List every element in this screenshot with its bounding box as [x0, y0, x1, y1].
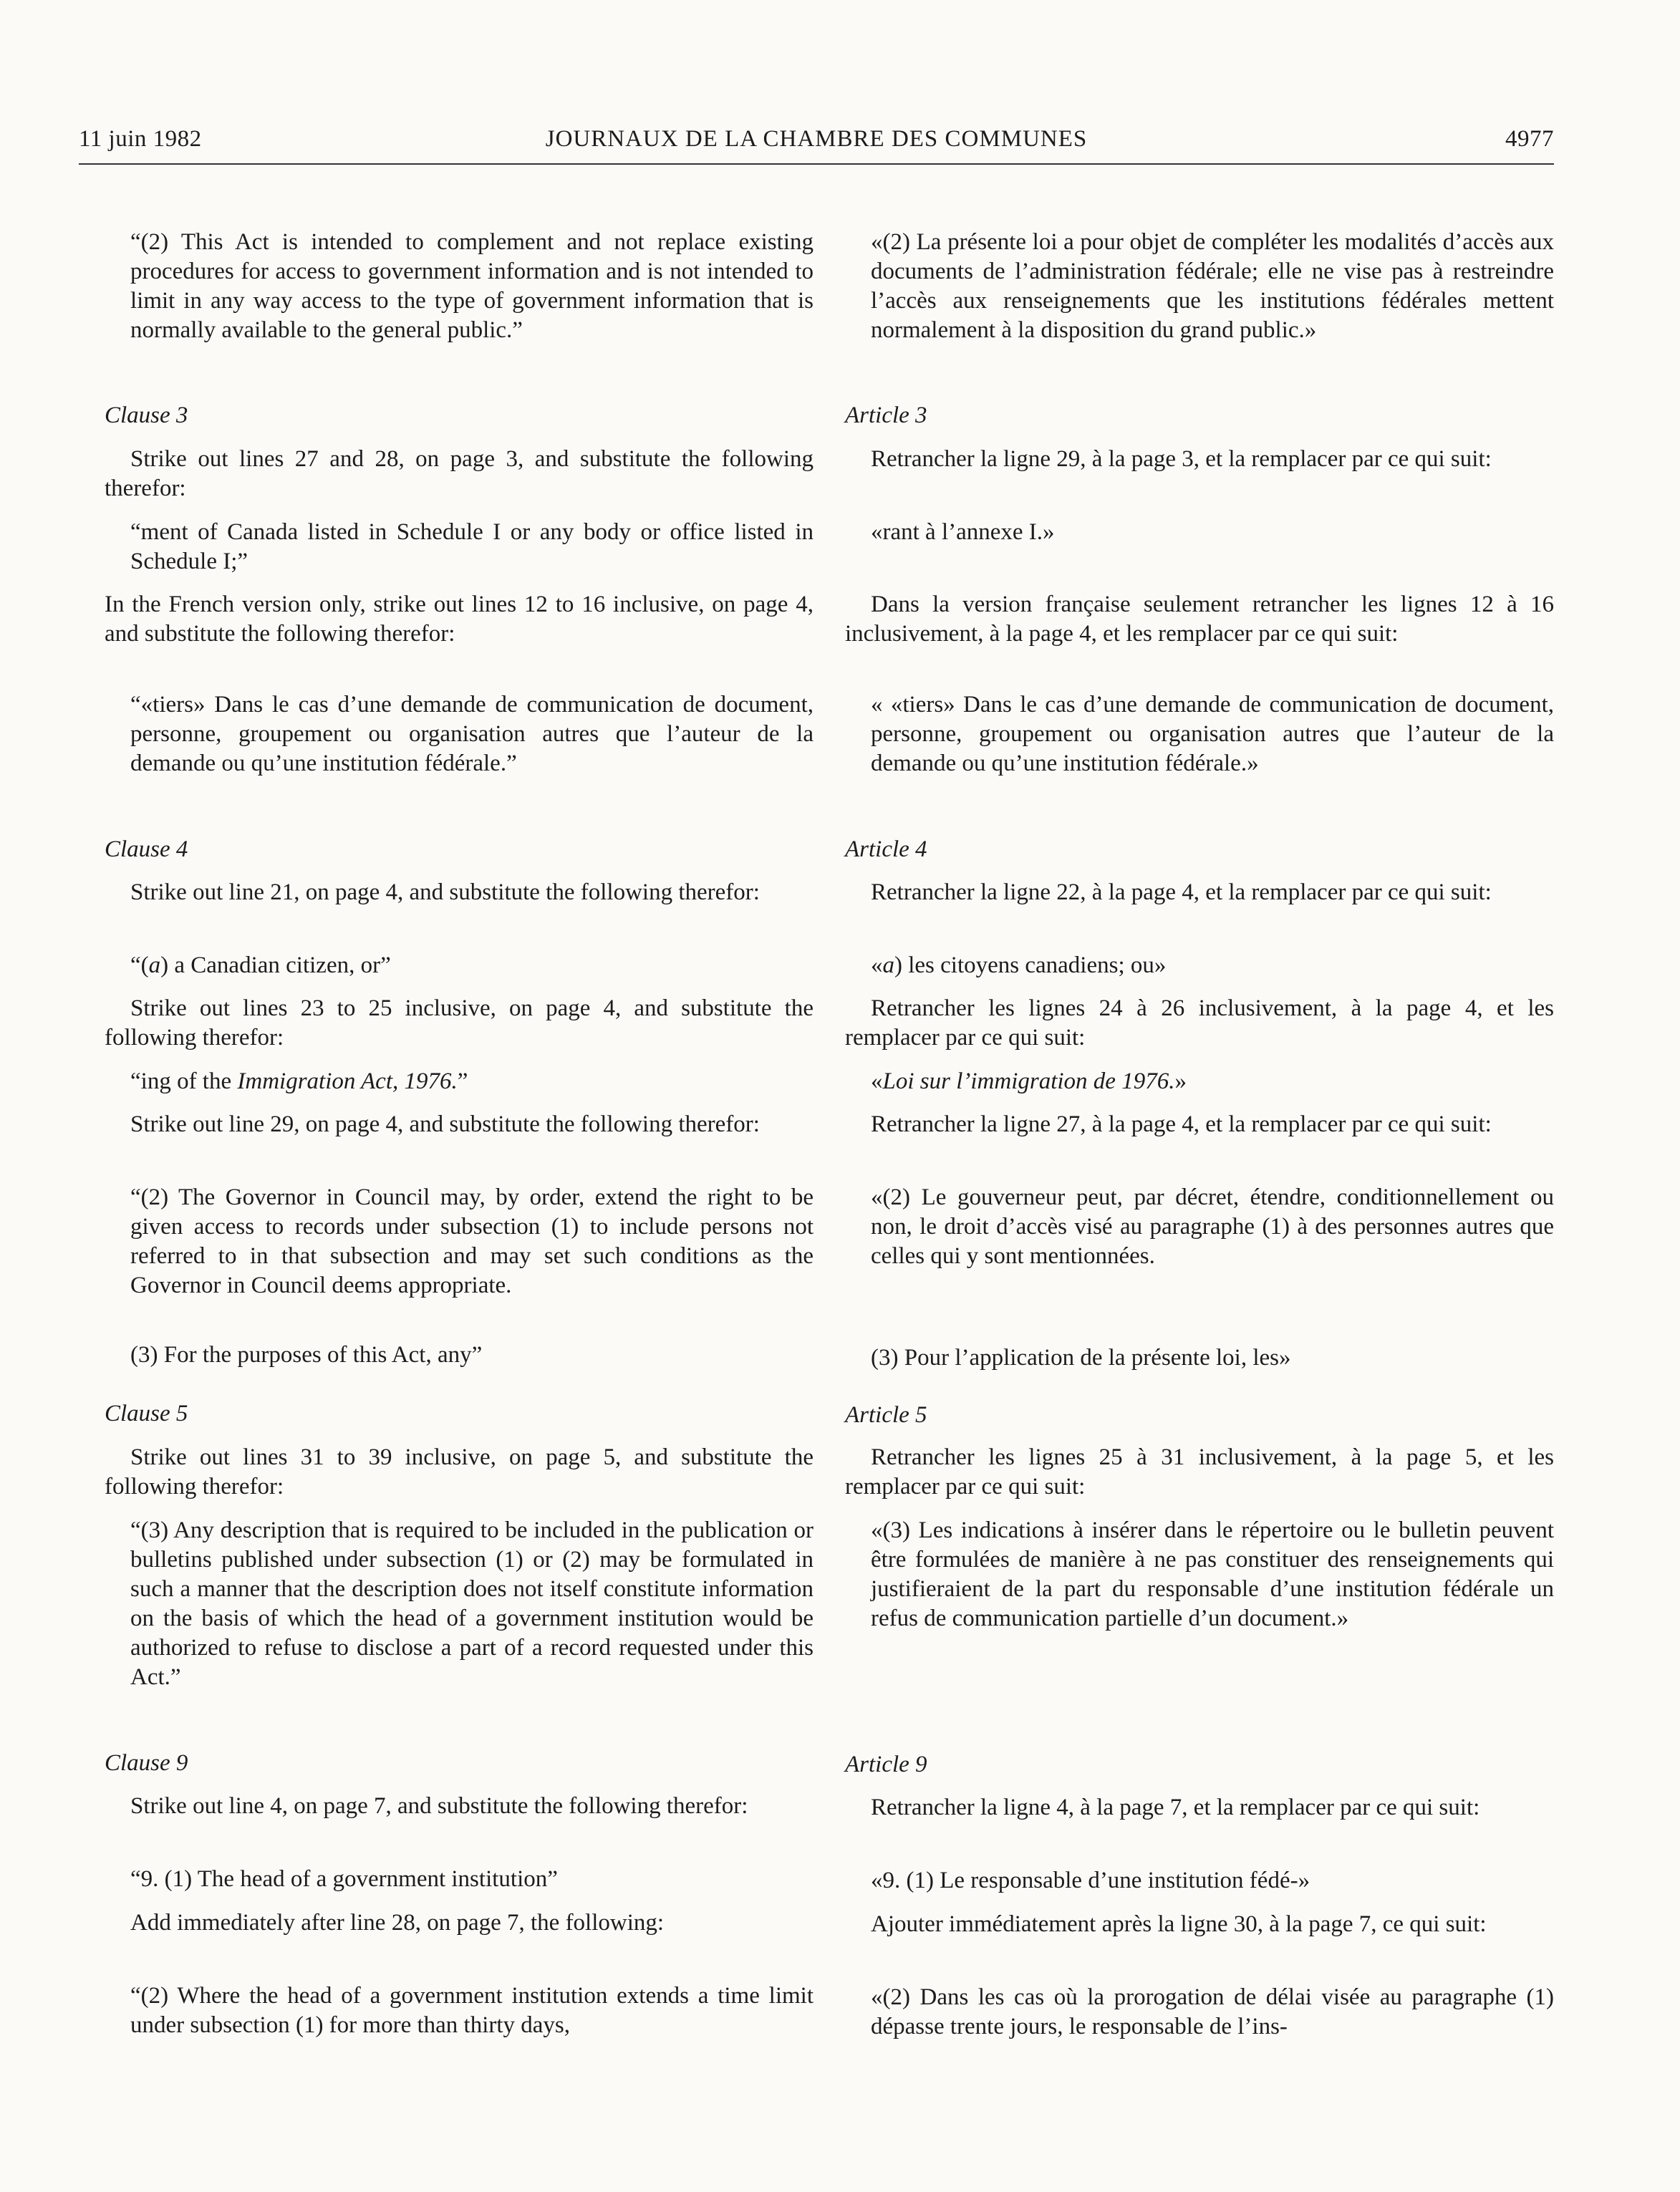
en-instruction: Strike out line 29, on page 4, and substitute the following therefor:: [130, 1111, 760, 1137]
fr-quote: «Loi sur l’immigration de 1976.»: [871, 1068, 1187, 1094]
fr-quote: «rant à l’annexe I.»: [871, 519, 1055, 545]
en-instruction: In the French version only, strike out lines 12 to 16 inclusive, on page 4, and substitute the following therefor:: [105, 592, 814, 647]
en-heading-clause-3: Clause 3: [105, 402, 188, 428]
fr-heading-article-3: Article 3: [845, 402, 927, 428]
fr-instruction: Retrancher la ligne 29, à la page 3, et la remplacer par ce qui suit:: [871, 446, 1492, 472]
en-quote-clause-2: “(2) This Act is intended to complement and not replace existing procedures for access to government information and is not intended to limit in any way access to the type of government information that is normally available to the general public.”: [130, 229, 814, 343]
fr-quote-clause-2: «(2) La présente loi a pour objet de compléter les modalités d’accès aux documents de l’administration fédérale; elle ne vise pas à restreindre l’accès aux renseignements que les institutions fédérales mettent normalement à la disposition du grand public.»: [871, 229, 1554, 343]
fr-heading-article-5: Article 5: [845, 1402, 927, 1428]
fr-instruction: Retrancher les lignes 24 à 26 inclusivement, à la page 4, et les remplacer par ce qui suit:: [845, 995, 1554, 1051]
fr-instruction: Dans la version française seulement retrancher les lignes 12 à 16 inclusivement, à la page 4, et les remplacer par ce qui suit:: [845, 592, 1554, 647]
running-header: [79, 120, 1554, 165]
fr-heading-article-9: Article 9: [845, 1752, 927, 1777]
en-quote-tiers: “«tiers» Dans le cas d’une demande de communication de document, personne, groupement ou organisation autres que l’auteur de la demande ou qu’une institution fédérale.”: [130, 692, 814, 776]
fr-quote: «(3) Les indications à insérer dans le répertoire ou le bulletin peuvent être formulées de manière à ne pas constituer des renseignements qui justifieraient de la part du responsable d’une institution fédérale un refus de communication partielle d’un document.»: [871, 1517, 1554, 1631]
fr-instruction: Retrancher la ligne 4, à la page 7, et la remplacer par ce qui suit:: [871, 1795, 1480, 1820]
en-quote: “(3) Any description that is required to be included in the publication or bulletins published under subsection (1) or (2) may be formulated in such a manner that the description does not itself constitute information on the basis of which the head of a government institution would be authorized to refuse to disclose a part of a record requested under this Act.”: [130, 1517, 814, 1690]
fr-quote-tiers: « «tiers» Dans le cas d’une demande de communication de document, personne, groupement ou organisation autres que l’auteur de la demande ou qu’une institution fédérale.»: [871, 692, 1554, 776]
en-heading-clause-5: Clause 5: [105, 1401, 188, 1426]
en-quote: “9. (1) The head of a government institution”: [130, 1866, 558, 1892]
en-instruction: Strike out line 21, on page 4, and substitute the following therefor:: [130, 879, 760, 905]
en-quote: “(a) a Canadian citizen, or”: [130, 952, 391, 978]
en-instruction: Strike out line 4, on page 7, and substitute the following therefor:: [130, 1793, 748, 1819]
fr-instruction: Retrancher les lignes 25 à 31 inclusivement, à la page 5, et les remplacer par ce qui suit:: [845, 1444, 1554, 1500]
en-quote: “ment of Canada listed in Schedule I or any body or office listed in Schedule I;”: [130, 519, 814, 574]
fr-heading-article-4: Article 4: [845, 836, 927, 862]
fr-quote: «9. (1) Le responsable d’une institution fédé-»: [871, 1868, 1310, 1893]
page-number: 4977: [1505, 126, 1554, 152]
fr-quote: (3) Pour l’application de la présente loi, les»: [871, 1345, 1291, 1371]
en-heading-clause-4: Clause 4: [105, 836, 188, 862]
fr-instruction: Ajouter immédiatement après la ligne 30, à la page 7, ce qui suit:: [871, 1911, 1487, 1937]
en-heading-clause-9: Clause 9: [105, 1750, 188, 1776]
en-instruction: Strike out lines 31 to 39 inclusive, on page 5, and substitute the following therefor:: [105, 1444, 814, 1500]
header-title: JOURNAUX DE LA CHAMBRE DES COMMUNES: [545, 126, 1088, 152]
fr-quote: «a) les citoyens canadiens; ou»: [871, 952, 1167, 978]
en-instruction: Add immediately after line 28, on page 7, the following:: [130, 1910, 665, 1936]
en-instruction: Strike out lines 23 to 25 inclusive, on page 4, and substitute the following therefor:: [105, 995, 814, 1051]
en-quote: (3) For the purposes of this Act, any”: [130, 1342, 483, 1368]
fr-quote: «(2) Dans les cas où la prorogation de délai visée au paragraphe (1) dépasse trente jours, le responsable de l’ins-: [871, 1984, 1554, 2039]
fr-quote: «(2) Le gouverneur peut, par décret, étendre, conditionnellement ou non, le droit d’accès visé au paragraphe (1) à des personnes autres que celles qui y sont mentionnées.: [871, 1184, 1554, 1269]
en-quote: “(2) Where the head of a government institution extends a time limit under subsection (1) for more than thirty days,: [130, 1983, 814, 2038]
fr-instruction: Retrancher la ligne 22, à la page 4, et la remplacer par ce qui suit:: [871, 879, 1492, 905]
en-quote: “ing of the Immigration Act, 1976.”: [130, 1068, 468, 1094]
en-instruction: Strike out lines 27 and 28, on page 3, and substitute the following therefor:: [105, 446, 814, 501]
header-date: 11 juin 1982: [79, 126, 202, 152]
fr-instruction: Retrancher la ligne 27, à la page 4, et la remplacer par ce qui suit:: [871, 1111, 1492, 1137]
en-quote: “(2) The Governor in Council may, by order, extend the right to be given access to records under subsection (1) to include persons not referred to in that subsection and may set such conditions as the Governor in Council deems appropriate.: [130, 1184, 814, 1298]
